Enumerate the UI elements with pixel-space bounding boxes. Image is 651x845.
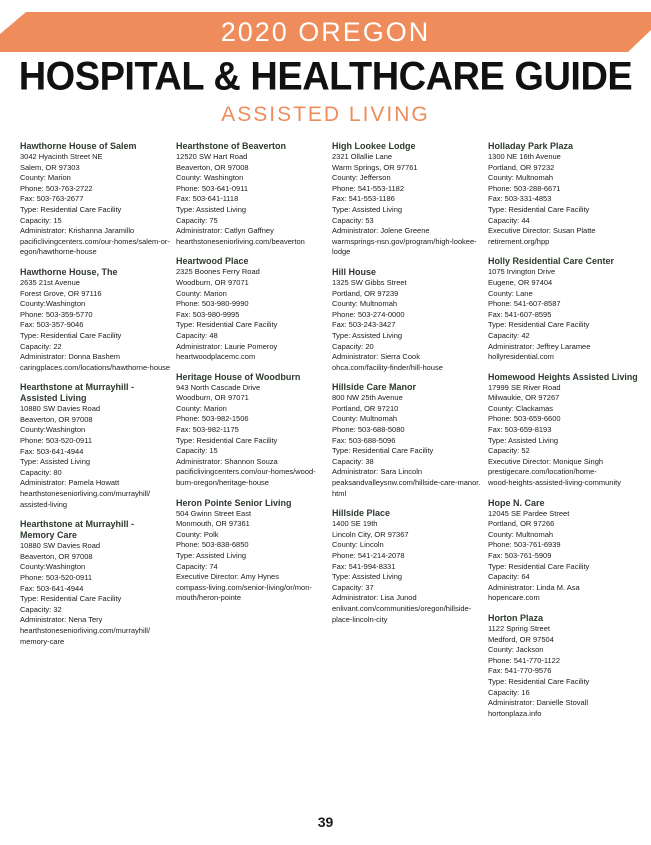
- facility-detail: Administrator: Linda M. Asa: [488, 582, 580, 592]
- facility-detail: Phone: 503-641-0911: [176, 183, 249, 193]
- facility-detail: County: Jefferson: [332, 173, 391, 183]
- guide-title: HOSPITAL & HEALTHCARE GUIDE: [18, 54, 633, 100]
- facility-detail: Fax: 503-641-4944: [20, 583, 84, 593]
- facility-detail: Phone: 503-763-2722: [20, 183, 93, 193]
- facility-detail: Medford, OR 97504: [488, 634, 554, 644]
- facility-detail: 2635 21st Avenue: [20, 277, 80, 287]
- facility-detail: warmsprings-nsn.gov/program/high-lookee-: [332, 236, 477, 246]
- facility-detail: Phone: 503-688-5080: [332, 425, 405, 435]
- facility-detail: Fax: 541-607-8595: [488, 309, 552, 319]
- facility-detail: Fax: 503-980-9995: [176, 309, 240, 319]
- facility-name: Hill House: [332, 266, 377, 277]
- facility-detail: Fax: 503-641-1118: [176, 194, 239, 204]
- facility-detail: Type: Assisted Living: [332, 330, 403, 340]
- facility-detail: burn-oregon/heritage-house: [176, 478, 269, 488]
- facility-detail: hearthstoneseniorliving.com/murrayhill/: [20, 625, 151, 635]
- facility-entry: [176, 498, 326, 604]
- facility-detail: Fax: 503-688-5096: [332, 435, 396, 445]
- facility-detail: 12520 SW Hart Road: [176, 152, 248, 161]
- facility-detail: Executive Director: Amy Hynes: [176, 572, 279, 582]
- facility-detail: Capacity: 74: [176, 561, 218, 571]
- facility-detail: enlivant.com/communities/oregon/hillside-: [332, 603, 472, 613]
- facility-detail: Fax: 503-331-4853: [488, 194, 552, 204]
- facility-detail: Type: Assisted Living: [332, 204, 403, 214]
- facility-detail: 943 North Cascade Drive: [176, 382, 261, 392]
- facility-detail: Capacity: 15: [176, 446, 218, 456]
- facility-entry: [332, 382, 482, 499]
- facility-detail: County: Multnomah: [332, 299, 398, 309]
- facility-detail: Administrator: Sara Lincoln: [332, 467, 423, 477]
- facility-detail: Administrator: Sierra Cook: [332, 352, 420, 362]
- facility-detail: Portland, OR 97239: [332, 288, 399, 298]
- facility-detail: Woodburn, OR 97071: [176, 393, 249, 403]
- facility-entry: [332, 508, 482, 625]
- facility-detail: prestigecare.com/location/home-: [488, 467, 597, 477]
- facility-detail: pacificlivingcenters.com/our-homes/salem-or-: [20, 236, 170, 246]
- facility-name: Horton Plaza: [488, 612, 544, 623]
- banner-title: 2020 OREGON: [220, 17, 431, 47]
- facility-detail: Fax: 541-994-8331: [332, 561, 396, 571]
- facility-name: Hillside Care Manor: [332, 382, 417, 393]
- facility-detail: Phone: 541-214-2078: [332, 551, 405, 560]
- page-number: 39: [317, 814, 334, 830]
- facility-detail: 10880 SW Davies Road: [20, 541, 101, 551]
- facility-detail: County: Washington: [176, 173, 244, 183]
- facility-detail: memory-care: [20, 636, 65, 646]
- facility-detail: Type: Assisted Living: [176, 551, 247, 560]
- facility-detail: Capacity: 52: [488, 446, 530, 456]
- facility-detail: County: Jackson: [488, 645, 544, 655]
- facility-name: Homewood Heights Assisted Living: [488, 371, 638, 382]
- facility-name: Heartwood Place: [176, 256, 249, 267]
- facility-name: High Lookee Lodge: [332, 141, 416, 151]
- facility-name: Heron Pointe Senior Living: [176, 497, 292, 508]
- facility-detail: Administrator: Jeffrey Laramee: [488, 341, 591, 351]
- facility-detail: 504 Gwinn Street East: [176, 508, 252, 518]
- facility-detail: Capacity: 22: [20, 341, 62, 351]
- facility-detail: Fax: 541-553-1186: [332, 194, 395, 204]
- facility-detail: Phone: 503-659-6600: [488, 414, 561, 424]
- facility-detail: html: [332, 488, 347, 498]
- facility-detail: 1122 Spring Street: [488, 623, 550, 633]
- facility-detail: 3042 Hyacinth Street NE: [20, 152, 103, 161]
- facility-detail: County: Marion: [176, 403, 227, 413]
- facility-detail: Phone: 541-770-1122: [488, 655, 561, 665]
- facility-entry: [332, 141, 482, 258]
- facility-detail: mouth/heron-pointe: [176, 593, 242, 603]
- facility-detail: Milwaukie, OR 97267: [488, 393, 560, 403]
- facility-detail: Beaverton, OR 97008: [20, 414, 93, 424]
- facility-name: Hearthstone of Beaverton: [176, 141, 287, 151]
- facility-detail: Capacity: 42: [488, 330, 530, 340]
- facility-name: Hope N. Care: [488, 497, 545, 508]
- facility-detail: County: Marion: [176, 288, 227, 298]
- facility-name: Assisted Living: [20, 393, 87, 404]
- facility-name: Hillside Place: [332, 508, 391, 519]
- facility-entry: [176, 256, 326, 362]
- facility-detail: Administrator: Danielle Stovall: [488, 698, 589, 708]
- facility-detail: Type: Residential Care Facility: [488, 204, 590, 214]
- facility-detail: retirement.org/hpp: [488, 236, 550, 246]
- facility-detail: County:Washington: [20, 299, 86, 309]
- facility-detail: egon/hawthorne-house: [20, 247, 97, 257]
- facility-detail: County: Lane: [488, 288, 533, 298]
- facility-detail: County: Lincoln: [332, 540, 384, 550]
- facility-detail: 2321 Ollallie Lane: [332, 152, 393, 161]
- facility-detail: heartwoodplacemc.com: [176, 352, 256, 362]
- facility-detail: Fax: 503-761-5909: [488, 551, 552, 560]
- facility-detail: Fax: 503-243-3427: [332, 320, 396, 330]
- facility-detail: Administrator: Catlyn Gaffney: [176, 226, 274, 236]
- facility-detail: Type: Residential Care Facility: [488, 561, 590, 571]
- facility-detail: 1325 SW Gibbs Street: [332, 277, 407, 287]
- facility-name: Memory Care: [20, 530, 78, 541]
- facility-detail: 10880 SW Davies Road: [20, 404, 101, 414]
- facility-name: Heritage House of Woodburn: [176, 371, 301, 382]
- column-1: [20, 141, 170, 656]
- facility-name: Hearthstone at Murrayhill -: [20, 519, 135, 530]
- facility-detail: 17999 SE River Road: [488, 382, 561, 392]
- facility-detail: Phone: 503-359-5770: [20, 309, 93, 319]
- facility-detail: assisted-living: [20, 499, 68, 509]
- facility-entry: [488, 613, 638, 719]
- facility-detail: Type: Residential Care Facility: [488, 676, 590, 686]
- facility-detail: Type: Residential Care Facility: [20, 594, 122, 604]
- facility-detail: Type: Residential Care Facility: [176, 320, 278, 330]
- facility-detail: Phone: 503-288-6671: [488, 183, 561, 193]
- facility-detail: 1300 NE 16th Avenue: [488, 152, 561, 161]
- facility-detail: Phone: 503-520-0911: [20, 436, 93, 446]
- facility-detail: County: Marion: [20, 173, 71, 183]
- facility-detail: County: Multnomah: [488, 173, 554, 183]
- facility-detail: Warm Springs, OR 97761: [332, 162, 418, 172]
- facility-detail: Phone: 503-980-9990: [176, 299, 249, 309]
- facility-entry: [488, 256, 638, 362]
- facility-entry: [488, 498, 638, 604]
- facility-detail: Administrator: Pamela Howatt: [20, 478, 120, 488]
- facility-detail: Lincoln City, OR 97367: [332, 529, 409, 539]
- facility-name: Hawthorne House of Salem: [20, 141, 137, 151]
- facility-entry: [176, 372, 326, 489]
- facility-detail: Fax: 503-357-9046: [20, 320, 84, 330]
- facility-detail: lodge: [332, 247, 351, 257]
- facility-detail: Forest Grove, OR 97116: [20, 288, 102, 298]
- section-title: ASSISTED LIVING: [221, 103, 430, 126]
- facility-name: Holly Residential Care Center: [488, 256, 615, 267]
- facility-detail: Capacity: 80: [20, 467, 62, 477]
- facility-detail: hollyresidential.com: [488, 352, 554, 362]
- facility-detail: Fax: 503-641-4944: [20, 446, 84, 456]
- facility-detail: Capacity: 15: [20, 215, 62, 225]
- facility-detail: Fax: 503-763-2677: [20, 194, 84, 204]
- facility-detail: Portland, OR 97266: [488, 519, 555, 529]
- facility-detail: Woodburn, OR 97071: [176, 277, 249, 287]
- facility-detail: Beaverton, OR 97008: [20, 551, 93, 561]
- column-2: [176, 141, 326, 613]
- facility-detail: 1075 Irvington Drive: [488, 267, 556, 277]
- facility-detail: Administrator: Lisa Junod: [332, 593, 417, 603]
- facility-detail: Capacity: 37: [332, 582, 374, 592]
- facility-entry: [20, 519, 170, 647]
- facility-detail: Capacity: 75: [176, 215, 218, 225]
- facility-detail: Capacity: 44: [488, 215, 530, 225]
- facility-detail: Type: Residential Care Facility: [176, 435, 278, 445]
- facility-detail: County: Clackamas: [488, 403, 554, 413]
- facility-detail: Administrator: Donna Bashem: [20, 352, 121, 362]
- facility-detail: Type: Residential Care Facility: [332, 446, 434, 456]
- facility-detail: County: Polk: [176, 529, 219, 539]
- facility-detail: ohca.com/facility-finder/hill-house: [332, 362, 443, 372]
- facility-detail: Administrator: Shannon Souza: [176, 456, 278, 466]
- facility-detail: hortonplaza.info: [488, 708, 542, 718]
- facility-detail: Phone: 503-761-6939: [488, 540, 561, 550]
- facility-detail: Executive Director: Monique Singh: [488, 456, 604, 466]
- facility-detail: Beaverton, OR 97008: [176, 162, 249, 172]
- facility-detail: Fax: 503-659-8193: [488, 425, 552, 435]
- facility-detail: Type: Assisted Living: [488, 435, 559, 445]
- facility-detail: 800 NW 25th Avenue: [332, 393, 403, 403]
- facility-detail: Phone: 541-553-1182: [332, 183, 405, 193]
- facility-detail: County:Washington: [20, 562, 86, 572]
- facility-detail: place-lincoln-city: [332, 614, 388, 624]
- facility-detail: Phone: 503-520-0911: [20, 573, 93, 582]
- facility-entry: [20, 141, 170, 258]
- facility-detail: Administrator: Jolene Greene: [332, 226, 430, 236]
- facility-detail: hopencare.com: [488, 593, 540, 603]
- directory-columns: [20, 141, 640, 811]
- facility-detail: Phone: 503-274-0000: [332, 309, 405, 319]
- facility-detail: Administrator: Laurie Pomeroy: [176, 341, 278, 351]
- column-3: [332, 141, 482, 634]
- facility-detail: Capacity: 53: [332, 215, 374, 225]
- facility-detail: Phone: 503-838-6850: [176, 540, 249, 550]
- facility-detail: Capacity: 38: [332, 456, 374, 466]
- facility-name: Hawthorne House, The: [20, 266, 118, 277]
- facility-detail: compass-living.com/senior-living/or/mon-: [176, 582, 312, 592]
- facility-detail: Capacity: 48: [176, 330, 218, 340]
- facility-detail: Type: Assisted Living: [176, 204, 247, 214]
- column-4: [488, 141, 638, 728]
- facility-entry: [176, 141, 326, 247]
- facility-entry: [488, 141, 638, 247]
- facility-detail: Type: Assisted Living: [332, 572, 403, 582]
- facility-detail: Administrator: Krishanna Jaramillo: [20, 226, 135, 236]
- facility-detail: Executive Director: Susan Platte: [488, 226, 596, 236]
- facility-detail: Type: Residential Care Facility: [20, 204, 122, 214]
- facility-detail: Fax: 503-982-1175: [176, 425, 239, 435]
- facility-name: Holladay Park Plaza: [488, 141, 574, 151]
- facility-detail: Portland, OR 97210: [332, 403, 399, 413]
- facility-detail: Fax: 541-770-9576: [488, 666, 552, 676]
- facility-detail: Phone: 541-607-8587: [488, 299, 561, 309]
- facility-entry: [20, 382, 170, 510]
- facility-detail: Capacity: 64: [488, 572, 530, 582]
- facility-detail: County:Washington: [20, 425, 86, 435]
- facility-entry: [20, 267, 170, 373]
- facility-detail: hearthstoneseniorliving.com/beaverton: [176, 236, 305, 246]
- facility-detail: hearthstoneseniorliving.com/murrayhill/: [20, 489, 151, 499]
- facility-detail: Type: Residential Care Facility: [20, 330, 122, 340]
- facility-name: Hearthstone at Murrayhill -: [20, 382, 135, 393]
- facility-detail: Capacity: 20: [332, 341, 374, 351]
- facility-detail: Salem, OR 97303: [20, 162, 80, 172]
- facility-detail: Phone: 503-982-1506: [176, 414, 249, 424]
- facility-detail: Administrator: Nena Tery: [20, 615, 103, 625]
- header-banner: [0, 12, 651, 52]
- facility-entry: [332, 267, 482, 373]
- facility-detail: County: Multnomah: [332, 414, 398, 424]
- facility-detail: peaksandvalleysnw.com/hillside-care-manor.: [332, 478, 481, 488]
- facility-detail: 1400 SE 19th: [332, 519, 378, 529]
- facility-detail: Type: Residential Care Facility: [488, 320, 590, 330]
- facility-detail: Portland, OR 97232: [488, 162, 555, 172]
- facility-detail: Capacity: 32: [20, 604, 62, 614]
- facility-detail: 12045 SE Pardee Street: [488, 508, 570, 518]
- facility-detail: County: Multnomah: [488, 529, 554, 539]
- facility-detail: caringplaces.com/locations/hawthorne-house: [20, 362, 171, 372]
- facility-detail: Capacity: 16: [488, 687, 530, 697]
- facility-entry: [488, 372, 638, 489]
- facility-detail: Type: Assisted Living: [20, 457, 91, 467]
- facility-detail: pacificlivingcenters.com/our-homes/wood-: [176, 467, 316, 477]
- facility-detail: Monmouth, OR 97361: [176, 519, 250, 529]
- facility-detail: wood-heights-assisted-living-community: [488, 478, 621, 488]
- facility-detail: 2325 Boones Ferry Road: [176, 267, 260, 277]
- facility-detail: Eugene, OR 97404: [488, 277, 553, 287]
